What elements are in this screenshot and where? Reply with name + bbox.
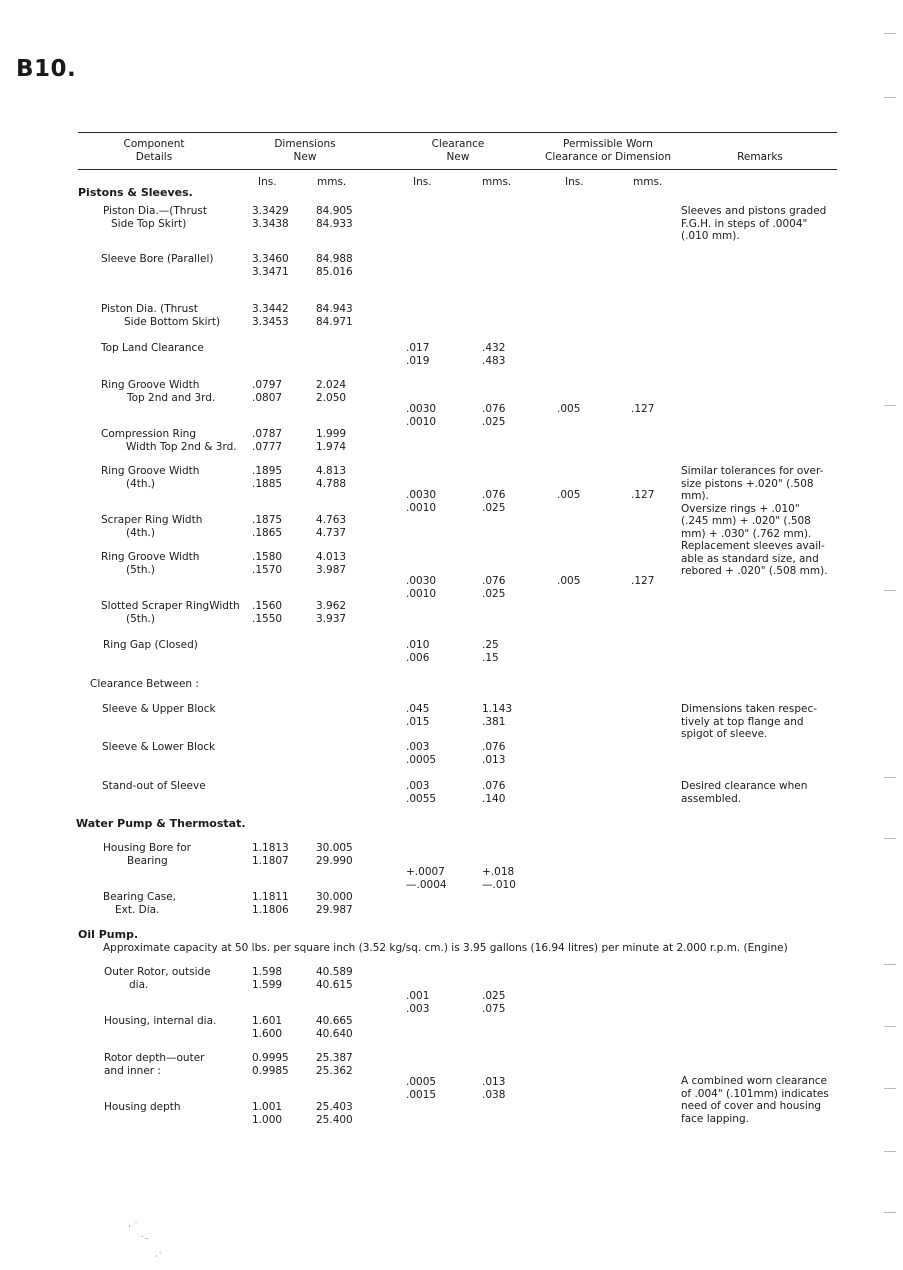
cell-d-mm: 40.589	[316, 966, 353, 978]
cell-c-in: .0005	[406, 1076, 437, 1088]
row-label: Ring Groove Width	[101, 465, 200, 477]
cell-c-in: .003	[406, 741, 430, 753]
cell-d-in: 1.600	[252, 1027, 283, 1040]
table-top-rule	[78, 132, 837, 133]
cell-d-mm: 2.050	[316, 391, 347, 404]
cell-c-in: .0030	[406, 489, 437, 501]
cell-c-mm: .075	[482, 1002, 506, 1015]
row-label: Side Top Skirt)	[111, 217, 187, 230]
cell-d-mm: 84.943	[316, 303, 353, 315]
section-pistons-sleeves: Pistons & Sleeves.	[78, 186, 193, 199]
unit-dim-in: Ins.	[258, 176, 277, 188]
cell-d-in: .1580	[252, 551, 283, 563]
cell-worn-mm: .127	[631, 575, 655, 587]
cell-c-in: .0010	[406, 587, 437, 600]
cell-c-in: .010	[406, 639, 430, 651]
page-number: B10.	[16, 56, 77, 82]
cell-d-in: 0.9995	[252, 1052, 289, 1064]
row-label: Sleeve Bore (Parallel)	[101, 253, 214, 265]
unit-worn-mm: mms.	[633, 176, 663, 188]
cell-d-in: .0807	[252, 391, 283, 404]
row-label: Sleeve & Lower Block	[102, 741, 216, 753]
cell-c-mm: .025	[482, 415, 506, 428]
row-label: (5th.)	[126, 612, 155, 625]
margin-mark	[884, 1026, 896, 1027]
cell-c-mm: .076	[482, 575, 506, 587]
unit-worn-in: Ins.	[565, 176, 584, 188]
unit-clr-mm: mms.	[482, 176, 512, 188]
cell-d-in: 1.1813	[252, 842, 289, 854]
cell-d-mm: 4.788	[316, 477, 347, 490]
cell-c-mm: .025	[482, 990, 506, 1002]
cell-d-mm: 1.974	[316, 440, 347, 453]
cell-c-mm: 1.143	[482, 703, 513, 715]
cell-c-mm: .076	[482, 489, 506, 501]
cell-d-mm: 25.403	[316, 1101, 353, 1113]
cell-d-in: 3.3442	[252, 303, 289, 315]
cell-d-mm: 30.000	[316, 891, 353, 903]
section-oil-pump: Oil Pump.	[78, 928, 139, 941]
header-remarks: Remarks	[737, 151, 783, 163]
cell-c-in: +.0007	[406, 866, 445, 878]
unit-dim-mm: mms.	[317, 176, 347, 188]
cell-c-in: .0010	[406, 501, 437, 514]
cell-worn-in: .005	[557, 489, 581, 501]
row-label: Side Bottom Skirt)	[124, 315, 221, 328]
cell-d-mm: 4.013	[316, 551, 347, 563]
remark-line: Dimensions taken respec-	[681, 703, 818, 715]
cell-worn-in: .005	[557, 403, 581, 415]
row-label: Ring Groove Width	[101, 379, 200, 391]
clearance-between-heading: Clearance Between :	[90, 678, 199, 690]
remark-line: (.245 mm) + .020" (.508	[681, 515, 811, 527]
row-label: Housing, internal dia.	[104, 1015, 217, 1027]
remark-line: spigot of sleeve.	[681, 728, 768, 740]
cell-d-in: 3.3460	[252, 253, 289, 265]
row-label: Sleeve & Upper Block	[102, 703, 216, 715]
unit-clr-in: Ins.	[413, 176, 432, 188]
row-label: (5th.)	[126, 563, 155, 576]
row-label: Bearing	[127, 854, 168, 867]
cell-d-mm: 25.362	[316, 1064, 353, 1077]
cell-c-mm: —.010	[482, 878, 516, 891]
cell-worn-mm: .127	[631, 403, 655, 415]
cell-c-mm: .013	[482, 753, 506, 766]
cell-d-mm: 85.016	[316, 265, 353, 278]
row-label: Ring Groove Width	[101, 551, 200, 563]
row-label: Width Top 2nd & 3rd.	[126, 440, 237, 453]
cell-c-in: .003	[406, 1002, 430, 1015]
row-label: Scraper Ring Width	[101, 514, 203, 526]
cell-c-in: .0010	[406, 415, 437, 428]
cell-d-in: .1875	[252, 514, 283, 526]
cell-d-in: 3.3471	[252, 265, 289, 278]
cell-d-mm: 3.987	[316, 563, 347, 576]
remark-line: F.G.H. in steps of .0004"	[681, 217, 808, 230]
margin-mark	[884, 405, 896, 406]
cell-d-in: 1.1807	[252, 854, 289, 867]
cell-d-mm: 29.990	[316, 854, 353, 867]
remark-line: rebored + .020" (.508 mm).	[681, 565, 828, 577]
row-label: Bearing Case,	[103, 891, 177, 903]
remark-line: need of cover and housing	[681, 1100, 822, 1112]
remark-line: (.010 mm).	[681, 230, 740, 242]
cell-d-in: .0797	[252, 379, 283, 391]
cell-c-mm: .025	[482, 587, 506, 600]
cell-d-in: 1.598	[252, 966, 283, 978]
oil-pump-capacity-note: Approximate capacity at 50 lbs. per square inch (3.52 kg/sq. cm.) is 3.95 gallons (16.94 litres) per minute at 2.000 r.p.m. (Engine)	[103, 942, 788, 954]
cell-d-in: .1885	[252, 477, 283, 490]
cell-c-mm: .381	[482, 715, 506, 728]
cell-d-mm: 4.737	[316, 526, 347, 539]
cell-c-in: .015	[406, 715, 430, 728]
cell-d-in: 0.9985	[252, 1064, 289, 1077]
cell-c-mm: .076	[482, 741, 506, 753]
cell-d-mm: 40.615	[316, 978, 353, 991]
cell-c-in: —.0004	[406, 878, 447, 891]
header-dimensions: Dimensions New	[274, 138, 336, 163]
cell-c-mm: .013	[482, 1076, 506, 1088]
cell-c-mm: .038	[482, 1088, 506, 1101]
margin-mark	[884, 33, 896, 34]
cell-d-in: .0777	[252, 440, 283, 453]
scan-speck: · ˙	[128, 1222, 139, 1232]
cell-d-mm: 3.962	[316, 600, 347, 612]
remark-line: Oversize rings + .010"	[681, 502, 800, 515]
cell-worn-mm: .127	[631, 489, 655, 501]
remark-line: tively at top flange and	[681, 715, 804, 728]
margin-mark	[884, 97, 896, 98]
cell-c-in: .045	[406, 703, 430, 715]
row-label: and inner :	[104, 1064, 161, 1077]
cell-d-in: .0787	[252, 428, 283, 440]
cell-d-in: 3.3429	[252, 205, 289, 217]
header-worn: Permissible Worn Clearance or Dimension	[544, 138, 671, 163]
cell-d-in: .1560	[252, 600, 283, 612]
scan-speck: ·˙	[155, 1252, 163, 1262]
header-clearance: Clearance New	[431, 138, 485, 163]
remark-line: mm) + .030" (.762 mm).	[681, 527, 812, 540]
cell-d-in: .1895	[252, 465, 283, 477]
cell-c-mm: .025	[482, 501, 506, 514]
row-label: Ring Gap (Closed)	[103, 639, 198, 651]
row-label: Housing Bore for	[103, 842, 191, 854]
remark-line: able as standard size, and	[681, 552, 819, 565]
row-label: Top Land Clearance	[101, 342, 204, 354]
cell-d-mm: 29.987	[316, 903, 353, 916]
remark-line: Replacement sleeves avail-	[681, 540, 825, 552]
cell-d-mm: 3.937	[316, 612, 347, 625]
remark-line: of .004" (.101mm) indicates	[681, 1087, 829, 1100]
margin-mark	[884, 1151, 896, 1152]
cell-d-in: 1.1811	[252, 891, 289, 903]
remark-line: assembled.	[681, 792, 742, 805]
cell-d-in: 1.001	[252, 1101, 283, 1113]
cell-d-mm: 4.763	[316, 514, 347, 526]
cell-d-in: 1.1806	[252, 903, 289, 916]
remark-line: Sleeves and pistons graded	[681, 205, 827, 217]
cell-d-mm: 84.933	[316, 217, 353, 230]
remark-line: mm).	[681, 490, 709, 502]
row-label: Outer Rotor, outside	[104, 966, 211, 978]
margin-mark	[884, 1212, 896, 1213]
cell-c-in: .0015	[406, 1088, 437, 1101]
cell-c-in: .019	[406, 354, 430, 367]
cell-d-mm: 2.024	[316, 379, 347, 391]
cell-d-in: 3.3438	[252, 217, 289, 230]
row-label: Ext. Dia.	[115, 903, 160, 916]
cell-d-in: .1550	[252, 612, 283, 625]
cell-d-mm: 25.400	[316, 1113, 353, 1126]
margin-mark	[884, 964, 896, 965]
cell-d-in: .1865	[252, 526, 283, 539]
remark-line: A combined worn clearance	[681, 1075, 828, 1087]
cell-c-mm: +.018	[482, 866, 515, 878]
row-label: Housing depth	[104, 1101, 181, 1113]
cell-worn-in: .005	[557, 575, 581, 587]
cell-c-in: .0005	[406, 753, 437, 766]
cell-d-in: 1.601	[252, 1015, 283, 1027]
cell-c-in: .001	[406, 990, 430, 1002]
cell-c-mm: .076	[482, 780, 506, 792]
margin-mark	[884, 1088, 896, 1089]
cell-c-mm: .483	[482, 354, 506, 367]
cell-c-mm: .432	[482, 342, 506, 354]
cell-c-in: .0030	[406, 403, 437, 415]
cell-c-in: .0055	[406, 792, 437, 805]
remark-line: Desired clearance when	[681, 780, 808, 792]
cell-d-mm: 1.999	[316, 428, 347, 440]
cell-c-in: .003	[406, 780, 430, 792]
cell-c-in: .017	[406, 342, 430, 354]
row-label: Top 2nd and 3rd.	[127, 391, 216, 404]
header-bottom-rule	[78, 169, 837, 170]
cell-c-in: .006	[406, 651, 430, 664]
remark-line: size pistons +.020" (.508	[681, 477, 814, 490]
cell-c-mm: .140	[482, 792, 506, 805]
cell-d-mm: 25.387	[316, 1052, 353, 1064]
row-label: Piston Dia.—(Thrust	[103, 205, 208, 217]
scan-speck: ˙⁻	[140, 1236, 150, 1246]
cell-d-mm: 4.813	[316, 465, 347, 477]
remark-line: face lapping.	[681, 1112, 749, 1125]
row-label: Rotor depth—outer	[104, 1052, 205, 1064]
row-label: (4th.)	[126, 526, 155, 539]
margin-mark	[884, 777, 896, 778]
header-component: Component Details	[123, 138, 185, 163]
row-label: Slotted Scraper RingWidth	[101, 600, 240, 612]
row-label: Compression Ring	[101, 428, 197, 440]
cell-c-in: .0030	[406, 575, 437, 587]
section-water-pump: Water Pump & Thermostat.	[76, 817, 246, 830]
cell-d-mm: 84.988	[316, 253, 353, 265]
row-label: Piston Dia. (Thrust	[101, 303, 198, 315]
margin-mark	[884, 838, 896, 839]
row-label: (4th.)	[126, 477, 155, 490]
cell-c-mm: .25	[482, 639, 499, 651]
margin-mark	[884, 590, 896, 591]
cell-d-mm: 30.005	[316, 842, 353, 854]
cell-d-mm: 84.905	[316, 205, 353, 217]
remark-line: Similar tolerances for over-	[681, 465, 824, 477]
row-label: Stand-out of Sleeve	[102, 780, 206, 792]
cell-d-in: 3.3453	[252, 315, 289, 328]
cell-d-mm: 84.971	[316, 315, 353, 328]
cell-d-mm: 40.665	[316, 1015, 353, 1027]
cell-d-in: 1.000	[252, 1113, 283, 1126]
cell-c-mm: .076	[482, 403, 506, 415]
row-label: dia.	[129, 978, 149, 991]
cell-d-in: 1.599	[252, 978, 283, 991]
cell-d-in: .1570	[252, 563, 283, 576]
cell-c-mm: .15	[482, 651, 499, 664]
cell-d-mm: 40.640	[316, 1027, 353, 1040]
